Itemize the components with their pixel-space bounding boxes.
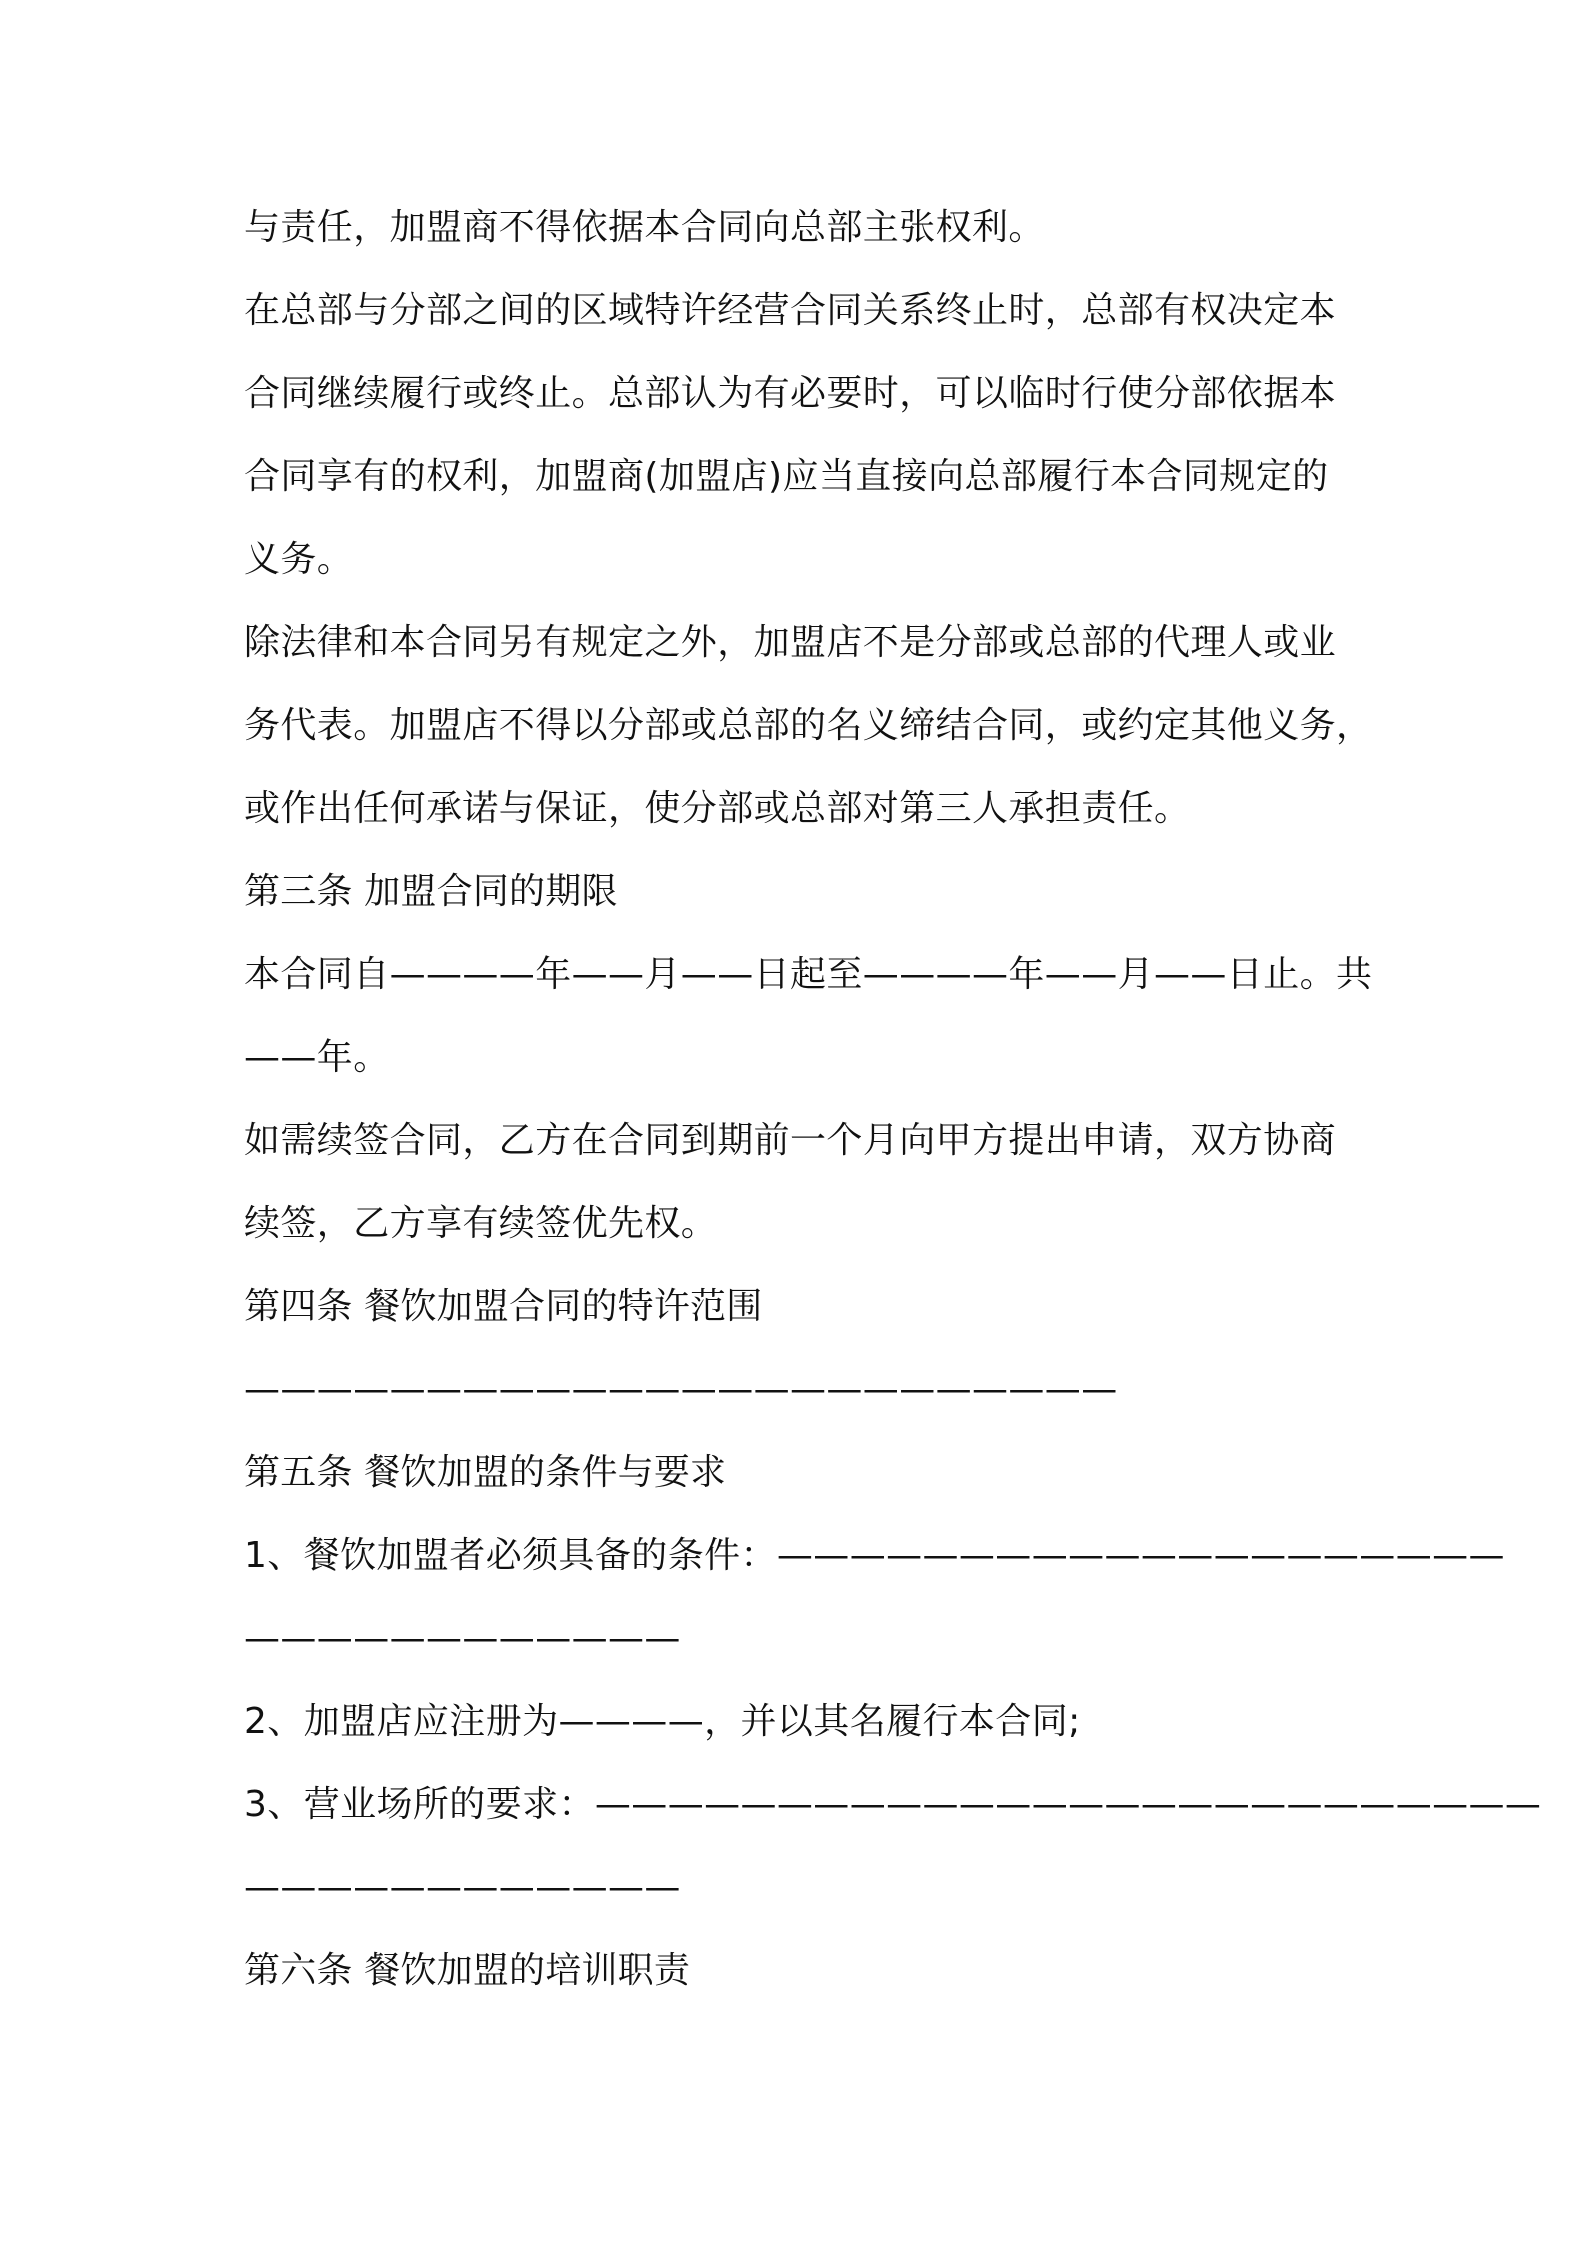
blank-fill-line: ————————————: [244, 1618, 681, 1659]
paragraph-line: 续签，乙方享有续签优先权。: [244, 1203, 718, 1244]
paragraph-line: 合同继续履行或终止。总部认为有必要时，可以临时行使分部依据本: [244, 373, 1337, 414]
paragraph-line: 除法律和本合同另有规定之外，加盟店不是分部或总部的代理人或业: [244, 622, 1337, 663]
blank-fill-line: ————————————————————————: [244, 1369, 1118, 1410]
paragraph-line: 与责任，加盟商不得依据本合同向总部主张权利。: [244, 207, 1045, 248]
paragraph-line: ——年。: [244, 1037, 390, 1078]
paragraph-line: 如需续签合同，乙方在合同到期前一个月向甲方提出申请，双方协商: [244, 1120, 1337, 1161]
paragraph-line: 本合同自————年——月——日起至————年——月——日止。共: [244, 954, 1373, 995]
paragraph-line: 合同享有的权利，加盟商(加盟店)应当直接向总部履行本合同规定的: [244, 456, 1329, 497]
section-heading-article-4: 第四条 餐饮加盟合同的特许范围: [244, 1286, 763, 1327]
list-item: 3、营业场所的要求：——————————————————————————: [244, 1784, 1542, 1825]
paragraph-line: 或作出任何承诺与保证，使分部或总部对第三人承担责任。: [244, 788, 1191, 829]
list-item: 2、加盟店应注册为————，并以其名履行本合同;: [244, 1701, 1081, 1742]
section-heading-article-5: 第五条 餐饮加盟的条件与要求: [244, 1452, 727, 1493]
list-item: 1、餐饮加盟者必须具备的条件：————————————————————: [244, 1535, 1505, 1576]
blank-fill-line: ————————————: [244, 1867, 681, 1908]
paragraph-line: 务代表。加盟店不得以分部或总部的名义缔结合同，或约定其他义务，: [244, 705, 1373, 746]
section-heading-article-6: 第六条 餐饮加盟的培训职责: [244, 1950, 691, 1991]
section-heading-article-3: 第三条 加盟合同的期限: [244, 871, 618, 912]
paragraph-line: 义务。: [244, 539, 354, 580]
paragraph-line: 在总部与分部之间的区域特许经营合同关系终止时，总部有权决定本: [244, 290, 1337, 331]
